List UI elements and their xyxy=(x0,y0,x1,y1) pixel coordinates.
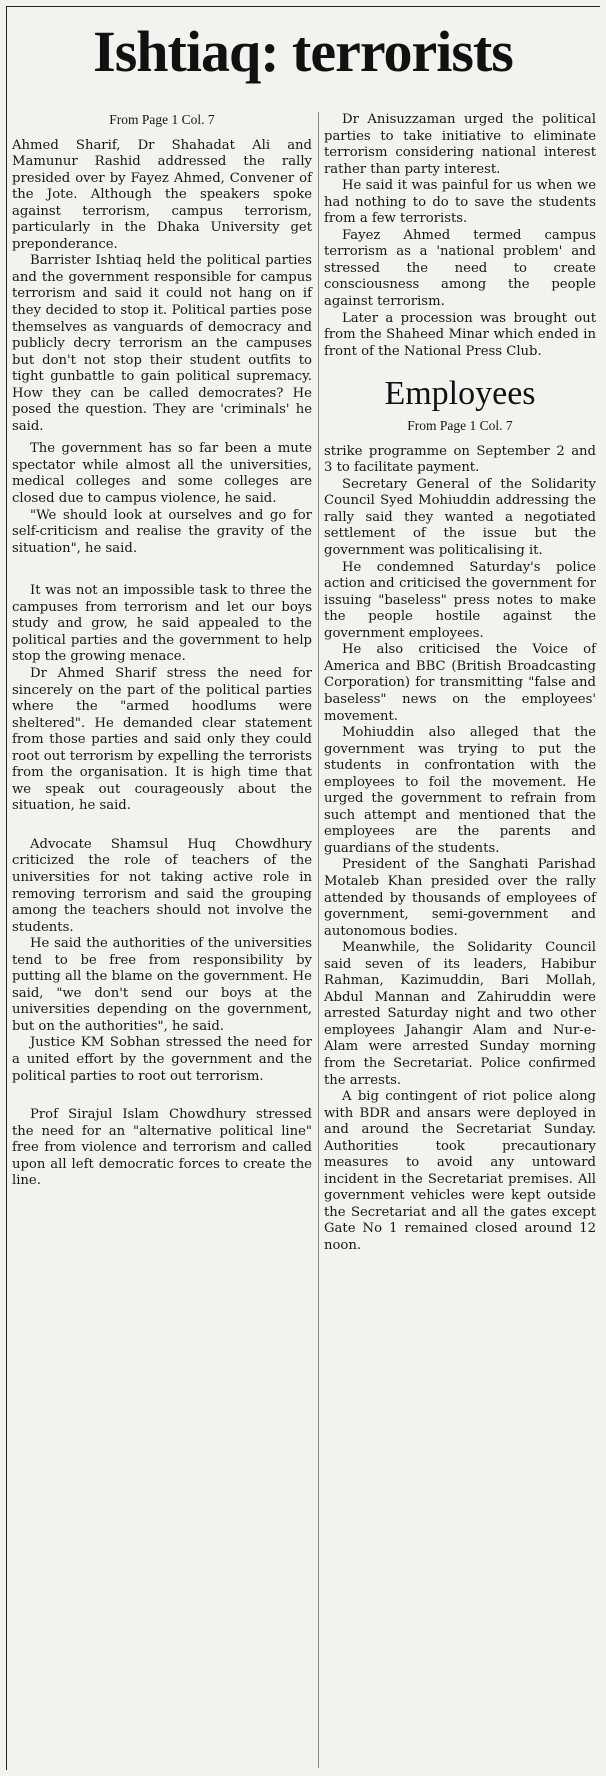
article-paragraph: President of the Sanghati Parishad Motaleb Khan presided over the rally attended by thousands of employees of government, semi-government and autonomous bodies. xyxy=(324,857,596,939)
column-divider xyxy=(318,112,319,1768)
article-paragraph: Secretary General of the Solidarity Council Syed Mohiuddin addressing the rally said they wanted a negotiated settlement of the issue but the government was politicalising it. xyxy=(324,476,596,559)
article-paragraph: Later a procession was brought out from the Shaheed Minar which ended in front of the National Press Club. xyxy=(324,310,596,359)
article-paragraph: He said it was painful for us when we had nothing to do to save the students from a few terrorists. xyxy=(324,178,596,227)
left-border-rule xyxy=(6,6,7,1770)
article-paragraph: Dr Anisuzzaman urged the political parties to take initiative to eliminate terrorism considering national interest rather than party interest. xyxy=(324,112,596,177)
article-paragraph: Ahmed Sharif, Dr Shahadat Ali and Mamunur Rashid addressed the rally presided over by Fayez Ahmed, Convener of the Jote. Although the speakers spoke against terrorism, campus terrorism, particularly in the Dhaka University get preponderance. xyxy=(12,137,312,252)
article-paragraph: He also criticised the Voice of America and BBC (British Broadcasting Corporation) for transmitting "false and baseless" news on the employees' movement. xyxy=(324,642,596,724)
article-paragraph: Fayez Ahmed termed campus terrorism as a 'national problem' and stressed the need to create consciousness among the people against terrorism. xyxy=(324,227,596,310)
article-paragraph: A big contingent of riot police along with BDR and ansars were deployed in and around the Secretariat Sunday. Authorities took precautionary measures to avoid any untoward incident in the Secretariat premises. All government vehicles were kept outside the Secretariat and all the gates except Gate No 1 remained closed around 12 noon. xyxy=(324,1089,596,1253)
article-paragraph: strike programme on September 2 and 3 to facilitate payment. xyxy=(324,443,596,476)
article-paragraph: Mohiuddin also alleged that the government was trying to put the students in confrontation with the employees to foil the movement. He urged the government to refrain from such attempt and mentioned that the employees are the parents and guardians of the students. xyxy=(324,725,596,856)
right-column xyxy=(324,112,596,1255)
article-paragraph: Barrister Ishtiaq held the political parties and the government responsible for campus terrorism and said it could not hang on if they decided to stop it. Political parties pose themselves as vanguards of democracy and publicly decry terrorism an the campuses but don't not stop their student outfits to tight gunbattle to gain political supremacy. How they can be called democrates? He posed the question. They are 'criminals' he said. xyxy=(12,253,312,434)
article-paragraph: He said the authorities of the universities tend to be free from responsibility by putting all the blame on the government. He said, "we don't send our boys at the universities depending on the government, but on the authorities", he said. xyxy=(12,936,312,1034)
article-paragraph: The government has so far been a mute spectator while almost all the universities, medical colleges and some colleges are closed due to campus violence, he said. xyxy=(12,441,312,507)
headline: Ishtiaq: terrorists xyxy=(93,19,513,84)
section-subhead: Employees xyxy=(384,375,536,413)
top-border-rule xyxy=(6,6,600,7)
article-paragraph: He condemned Saturday's police action and criticised the government for issuing "baseless" press notes to make the people hostile against the government employees. xyxy=(324,559,596,641)
article-paragraph: Prof Sirajul Islam Chowdhury stressed the need for an "alternative political line" free from violence and terrorism and called upon all left democratic forces to create the line. xyxy=(12,1107,312,1189)
article-paragraph: "We should look at ourselves and go for self-criticism and realise the gravity of the situation", he said. xyxy=(12,507,312,556)
article-paragraph: Meanwhile, the Solidarity Council said seven of its leaders, Habibur Rahman, Kazimuddin, Bari Mollah, Abdul Mannan and Zahiruddin were arrested Saturday night and two other employees Jahangir Alam and Nur-e-Alam were arrested Sunday morning from the Secretariat. Police confirmed the arrests. xyxy=(324,940,596,1088)
continuation-byline: From Page 1 Col. 7 xyxy=(407,418,513,434)
article-paragraph: Advocate Shamsul Huq Chowdhury criticized the role of teachers of the universities for not taking active role in removing terrorism and said the grouping among the teachers should not involve the students. xyxy=(12,836,312,935)
continuation-byline: From Page 1 Col. 7 xyxy=(109,112,215,127)
article-paragraph: Justice KM Sobhan stressed the need for a united effort by the government and the political parties to root out terrorism. xyxy=(12,1035,312,1084)
article-paragraph: Dr Ahmed Sharif stress the need for sincerely on the part of the political parties where the "armed hoodlums were sheltered". He demanded clear statement from those parties and said only they could root out terrorism by expelling the terrorists from the organisation. It is high time that we speak out courageously about the situation, he said. xyxy=(12,665,312,814)
left-column xyxy=(12,112,312,1190)
article-paragraph: It was not an impossible task to three the campuses from terrorism and let our boys study and grow, he said appealed to the political parties and the government to help stop the growing menace. xyxy=(12,583,312,665)
